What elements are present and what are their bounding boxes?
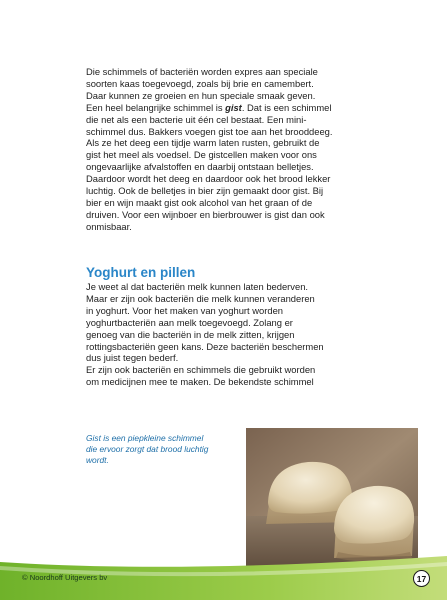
text-line: Er zijn ook bacteriën en schimmels die gebruikt worden (86, 364, 316, 376)
text-line: wordt. (86, 455, 109, 465)
paragraph-yoghurt (86, 281, 406, 388)
text-line: gist het meel als voedsel. De gistcellen maken voor ons (86, 149, 317, 161)
text-line: Daar kunnen ze groeien en hun speciale smaak geven. (86, 89, 316, 101)
text-line: genoeg van die bacteriën in de melk zitten, krijgen (86, 328, 295, 340)
paragraph-1 (86, 66, 404, 233)
page-number: 17 (413, 570, 430, 587)
text-segment: Een heel belangrijke schimmel is (86, 101, 226, 113)
copyright-text: © Noordhoff Uitgevers bv (22, 573, 108, 582)
text-line: Gist is een piepkleine schimmel (86, 433, 204, 443)
section-heading: Yoghurt en pillen (86, 265, 196, 280)
text-line: in yoghurt. Voor het maken van yoghurt worden (86, 304, 283, 316)
text-line: Als ze het deeg een tijdje warm laten rusten, gebruikt de (86, 137, 320, 149)
text-line: rottingsbacteriën geen kans. Deze bacteriën beschermen (86, 340, 324, 352)
text-line: yoghurtbacteriën aan melk toegevoegd. Zolang er (86, 316, 293, 328)
text-line: ongevaarlijke afvalstoffen en daarbij ontstaan belletjes. (86, 161, 314, 173)
paragraph-2 (86, 281, 406, 388)
text-line: Die schimmels of bacteriën worden expres aan speciale (86, 66, 318, 77)
bread-photo (246, 428, 418, 570)
emphasis-gist: gist (225, 101, 242, 113)
text-line (86, 102, 404, 114)
photo-caption (86, 433, 236, 466)
text-line: luchtig. Ook de belletjes in bier zijn gemaakt door gist. Bij (86, 185, 324, 197)
text-line: onmisbaar. (86, 220, 132, 232)
text-line: bier en wijn maakt gist ook alcohol van het graan of de (86, 196, 313, 208)
bread-loaves-image (246, 428, 418, 570)
text-line: schimmel dus. Bakkers voegen gist toe aan het brooddeeg. (86, 125, 333, 137)
paragraph-gist (86, 66, 404, 233)
text-line: soorten kaas toegevoegd, zoals bij brie en camembert. (86, 77, 314, 89)
text-line: dus juist tegen bederf. (86, 352, 179, 364)
text-line: om medicijnen mee te maken. De bekendste schimmel (86, 376, 314, 388)
text-line: Maar er zijn ook bacteriën die melk kunnen veranderen (86, 292, 315, 304)
text-segment: . Dat is een schimmel (241, 101, 332, 113)
text-line: die net als een bacterie uit één cel bestaat. Een mini- (86, 113, 307, 125)
text-line: die ervoor zorgt dat brood luchtig (86, 444, 209, 454)
text-line: Je weet al dat bacteriën melk kunnen laten bederven. (86, 281, 309, 292)
text-line: druiven. Voor een wijnboer en bierbrouwer is gist dan ook (86, 208, 325, 220)
text-line: Daardoor wordt het deeg en daardoor ook het brood lekker (86, 173, 331, 185)
